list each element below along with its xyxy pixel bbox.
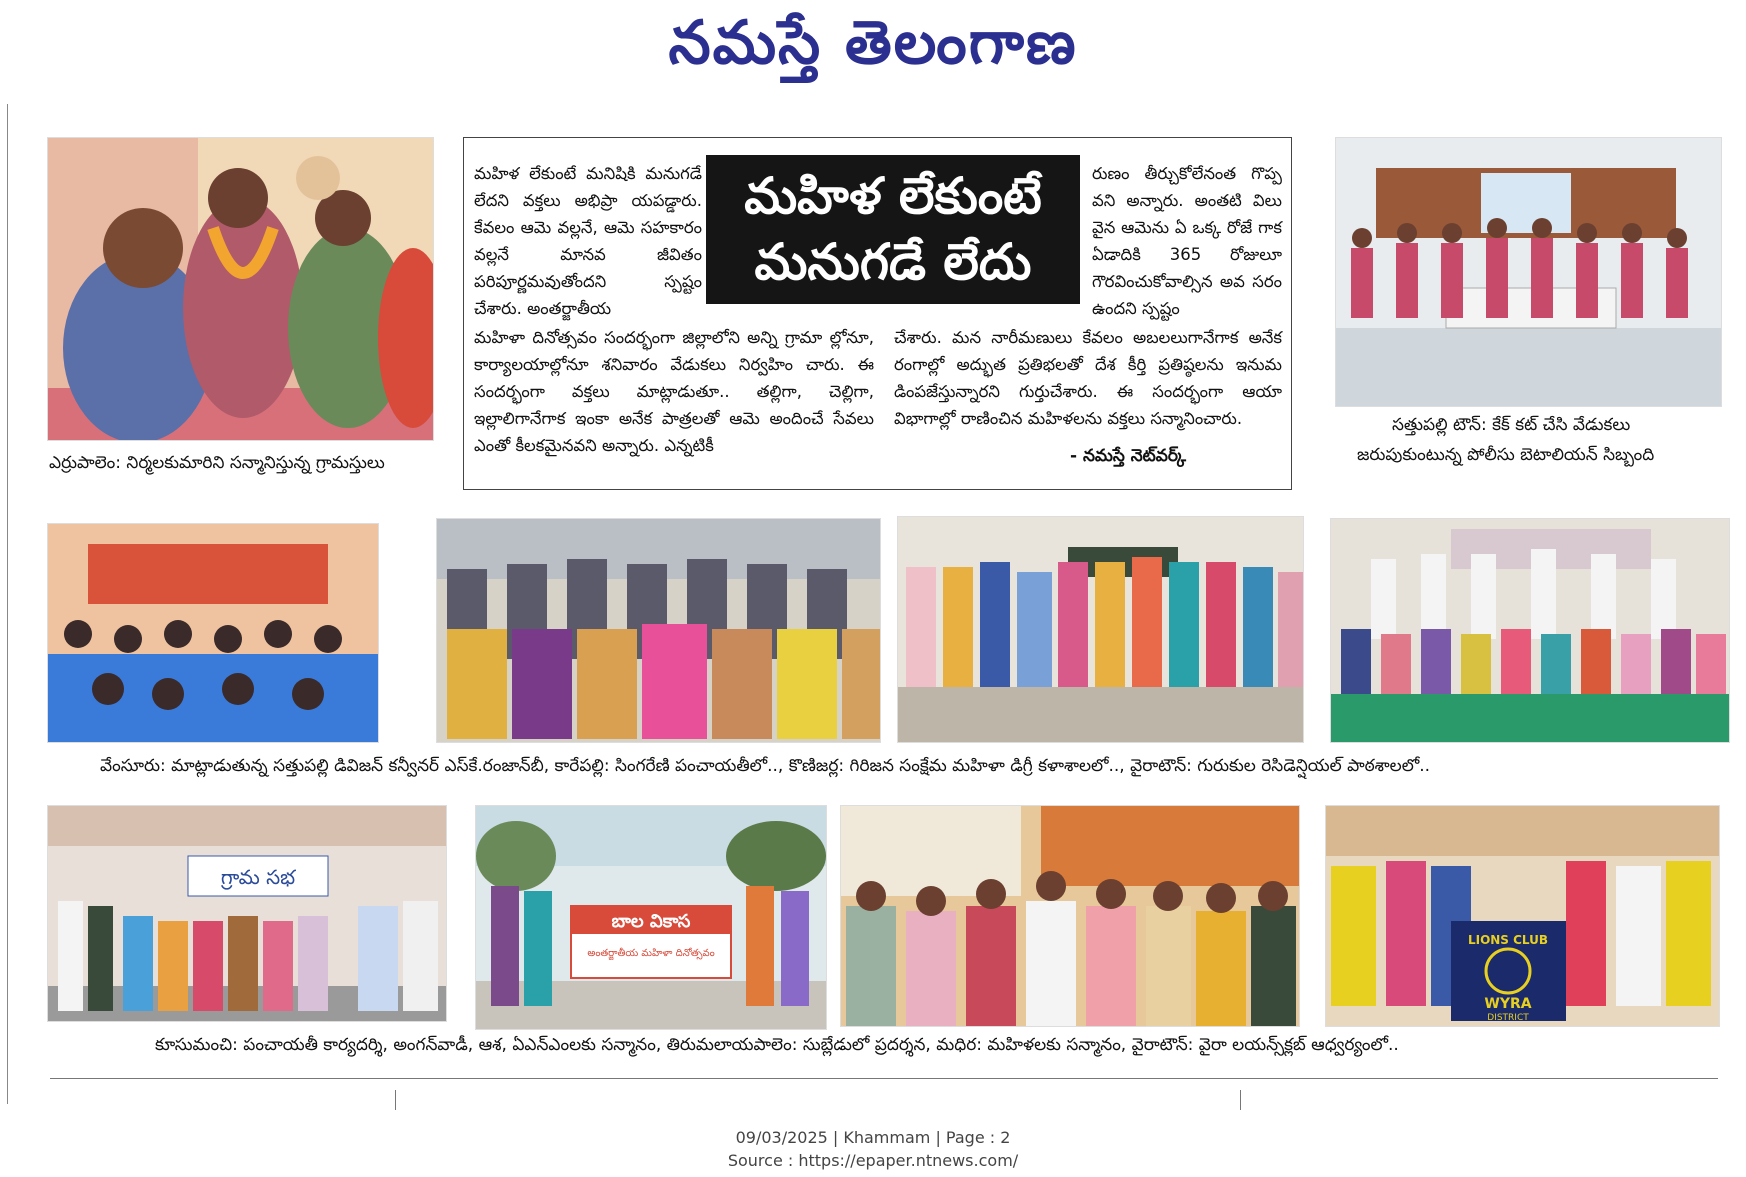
bottom-column-rule-1 [395,1090,396,1110]
article-column-1-wide: మహిళా దినోత్సవం సందర్భంగా జిల్లాలోని అన్ని గ్రామా ల్లోనూ, కార్యాలయాల్లోనూ శనివారం వేడుకలు నిర్వహిం చారు. ఈ సందర్భంగా వక్తలు మాట్లాడుతూ.. తల్లిగా, చెల్లిగా, ఇల్లాలిగానేగాక ఇంకా అనేక పాత్రలతో ఆమె అందించే సేవలు ఎంతో కీలకమైనవని అన్నారు. ఎన్నటికీ [474,328,874,455]
caption-row-3: కూసుమంచి: పంచాయతీ కార్యదర్శి, అంగన్‌వాడీ, ఆశ, ఏఎన్‌ఎంలకు సన్మానం, తిరుమలాయపాలెం: సుబ్లేడులో ప్రదర్శన, మధిర: మహిళలకు సన్మానం, వైరాటౌన్: వైరా లయన్స్‌క్లబ్ ఆధ్వర్యంలో.. [155,1035,1399,1055]
caption-top-right-line-2: జరుపుకుంటున్న పోలీసు బెటాలియన్ సిబ్బంది [1357,445,1655,465]
article-headline [706,155,1080,304]
lions-club-banner-text: LIONS CLUB [1467,933,1549,947]
article-column-3-top: రుణం తీర్చుకోలేనంత గొప్ప వని అన్నారు. అంతటి విలు వైన ఆమెను ఏ ఒక్క రోజే గాక ఏడాదికి 365 రోజులూ గౌరవించుకోవాల్సిన అవ సరం ఉందని స్పష్టం [1092,164,1282,318]
article-column-3-wide: చేశారు. మన నారీమణులు కేవలం అబలలుగానేగాక అనేక రంగాల్లో అద్భుత ప్రతిభలతో దేశ కీర్తి ప్రతిష్ఠలను ఇనుమ డింపజేస్తున్నారని గుర్తుచేశారు. ఈ సందర్భంగా ఆయా విభాగాల్లో రాణించిన మహిళలను వక్తలు సన్మానించారు. [894,328,1282,428]
bottom-column-rule-2 [1240,1090,1241,1110]
bottom-separator-rule [50,1078,1718,1079]
grama-sabha-banner-text: గ్రామ సభ [220,865,296,889]
bala-vikasa-banner-subtitle: అంతర్జాతీయ మహిళా దినోత్సవం [587,948,715,959]
caption-top-left: ఎర్రుపాలెం: నిర్మలకుమారిని సన్మానిస్తున్న గ్రామస్తులు [49,453,385,473]
photo-vemsur-meeting [47,523,379,743]
photo-kusumanchi-felicitation [47,805,447,1022]
footer-date-edition-page: 09/03/2025 | Khammam | Page : 2 [735,1128,1011,1147]
caption-row-2: వేంసూరు: మాట్లాడుతున్న సత్తుపల్లి డివిజన్ కన్వీనర్ ఎస్‌కే.రంజాన్‌బీ, కారేపల్లి: సింగరేణి పంచాయతీలో.., కొణిజర్ల: గిరిజన సంక్షేమ మహిళా డిగ్రీ కళాశాలలో.., వైరాటౌన్: గురుకుల రెసిడెన్షియల్ పాఠశాలలో.. [100,756,1431,776]
headline-line-2: మనుగడే లేదు [754,233,1032,291]
district-banner-text: DISTRICT [1487,1013,1529,1023]
photo-konijerla-degree-college [897,516,1304,743]
caption-top-right-line-1: సత్తుపల్లి టౌన్: కేక్ కట్ చేసి వేడుకలు [1392,415,1631,435]
photo-madhira-felicitation [840,805,1300,1027]
article-column-1-top: మహిళ లేకుంటే మనిషికి మనుగడే లేదని వక్తలు అభిప్రా యపడ్డారు. కేవలం ఆమె వల్లనే, ఆమె సహకారం వల్లనే మానవ జీవితం పరిపూర్ణమవుతోందని స్పష్టం చేశారు. అంతర్జాతీయ [474,164,702,318]
photo-wyra-gurukul-school [1330,518,1730,743]
photo-subledu-rally [475,805,827,1030]
footer-source-url[interactable]: Source : https://epaper.ntnews.com/ [727,1151,1019,1170]
photo-erupalem-felicitation [47,137,434,441]
photo-karepalli-singareni [436,518,881,743]
article-byline: - నమస్తే నెట్‌వర్క్ [1070,446,1186,466]
photo-sathupalli-police-cake [1335,137,1722,407]
wyra-banner-text: WYRA [1484,996,1532,1012]
photo-wyra-lions-club [1325,805,1720,1027]
left-margin-rule [7,104,8,1104]
headline-line-1: మహిళ లేకుంటే [744,167,1042,225]
newspaper-masthead: నమస్తే తెలంగాణ [668,8,1078,78]
bala-vikasa-banner-title: బాల వికాస [611,911,691,932]
